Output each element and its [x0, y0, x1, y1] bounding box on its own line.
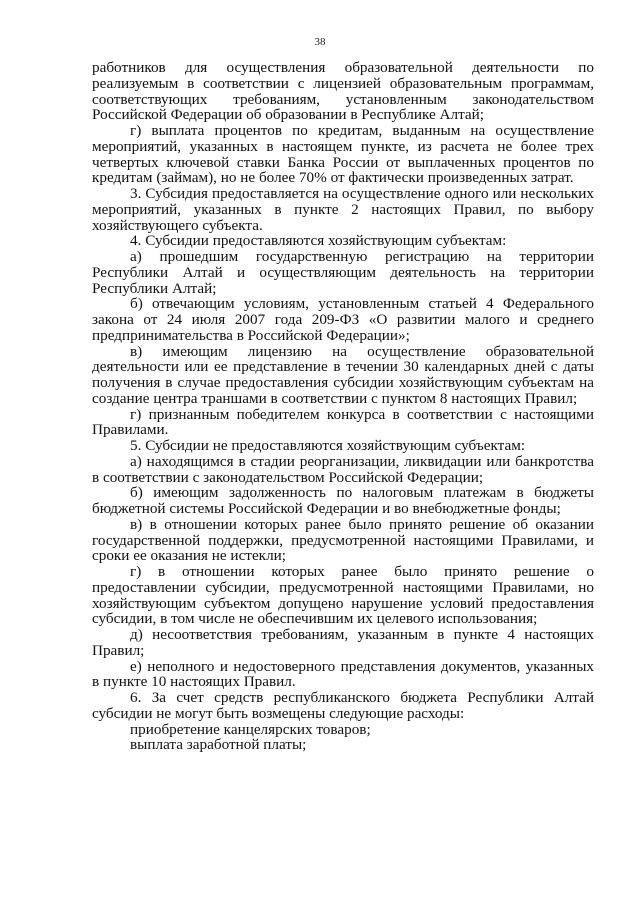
paragraph-5: 5. Субсидии не предоставляются хозяйствующим субъектам: — [130, 437, 526, 454]
paragraph-item-g-interest: г) выплата процентов по кредитам, выданным на осуществление мероприятий, указанных в настоящем пункте, из расчета не более трех четвертых ключевой ставки Банка России от выплаченных процентов по кредитам (займам), но не более 70% от фактически произведенных затрат. — [92, 122, 594, 187]
paragraph-5d: д) несоответствия требованиям, указанным в пункте 4 настоящих Правил; — [92, 626, 594, 659]
paragraph-5b: б) имеющим задолженность по налоговым платежам в бюджеты бюджетной системы Российской Федерации и во внебюджетные фонды; — [92, 484, 594, 517]
paragraph-4a: а) прошедшим государственную регистрацию на территории Республики Алтай и осуществляющим деятельность на территории Республики Алтай; — [92, 248, 594, 297]
paragraph-6-item-1: приобретение канцелярских товаров; — [130, 720, 371, 738]
page-number: 38 — [314, 36, 326, 48]
paragraph-6-item-2: выплата заработной платы; — [130, 736, 307, 754]
document-body — [92, 60, 594, 753]
paragraph-4g: г) признанным победителем конкурса в соответствии с настоящими Правилами. — [92, 405, 594, 439]
paragraph-4: 4. Субсидии предоставляются хозяйствующим субъектам: — [130, 232, 507, 250]
paragraph-continuation: работников для осуществления образовательной деятельности по реализуемым в соответствии с лицензией образовательным программам, соответствующих требованиям, установленным законодательством Российской Федерации об образовании в Республике Алтай; — [92, 59, 594, 124]
paragraph-6: 6. За счет средств республиканского бюджета Республики Алтай субсидии не могут быть возмещены следующие расходы: — [92, 689, 594, 722]
paragraph-4v: в) имеющим лицензию на осуществление образовательной деятельности или ее представление в течении 30 календарных дней с даты получения в случае предоставления субсидии хозяйствующим субъектам на создание центра траншами в соответствии с пунктом 8 настоящих Правил; — [92, 342, 594, 407]
paragraph-5v: в) в отношении которых ранее было принято решение об оказании государственной поддержки, предусмотренной настоящими Правилами, и сроки ее оказания не истекли; — [92, 515, 594, 565]
paragraph-5e: е) неполного и недостоверного представления документов, указанных в пункте 10 настоящих Правил. — [92, 657, 594, 691]
paragraph-4b: б) отвечающим условиям, установленным статьей 4 Федерального закона от 24 июля 2007 года 209-ФЗ «О развитии малого и среднего предпринимательства в Российской Федерации»; — [92, 295, 594, 344]
paragraph-5a: а) находящимся в стадии реорганизации, ликвидации или банкротства в соответствии с законодательством Российской Федерации; — [92, 452, 594, 486]
paragraph-3: 3. Субсидия предоставляется на осуществление одного или нескольких мероприятий, указанных в пункте 2 настоящих Правил, по выбору хозяйствующего субъекта. — [92, 185, 594, 234]
paragraph-5g: г) в отношении которых ранее было принято решение о предоставлении субсидии, предусмотренной настоящими Правилами, но хозяйствующим субъектом допущено нарушение условий предоставления субсидии, в том числе не обеспечившим их целевого использования; — [92, 563, 594, 628]
